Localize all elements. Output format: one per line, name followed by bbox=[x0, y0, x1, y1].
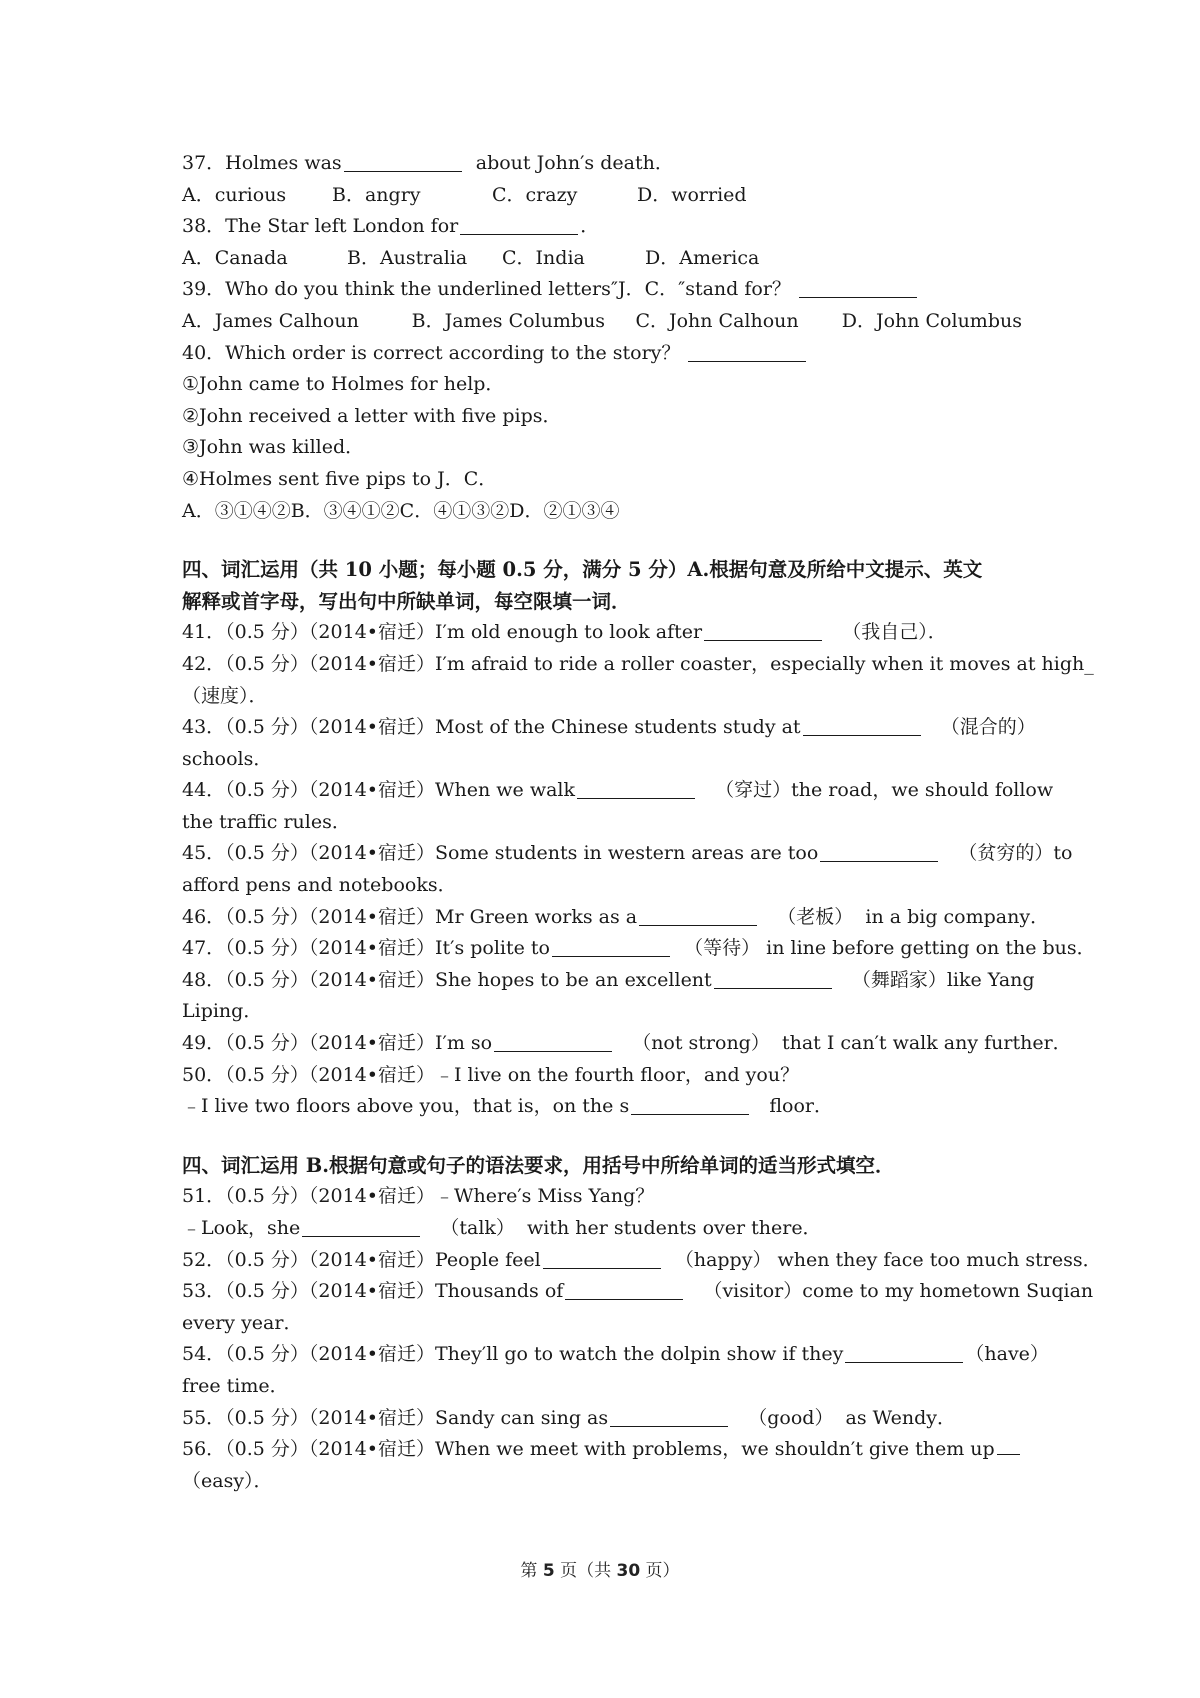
question-text: 46．（0.5 分）（2014•宿迁）Mr Green works as a bbox=[182, 905, 638, 928]
question-text: 39．Who do you think the underlined letters″J．C．″stand for？ bbox=[182, 278, 791, 301]
question-44 bbox=[182, 775, 1054, 807]
answer-blank bbox=[803, 715, 921, 736]
order-item: ④Holmes sent five pips to J．C． bbox=[182, 467, 498, 490]
answer-blank bbox=[543, 1248, 661, 1269]
options-37 bbox=[182, 180, 1022, 212]
option-b: B．angry bbox=[332, 183, 421, 206]
answer-blank bbox=[552, 936, 670, 957]
question-text: when they face too much stress． bbox=[777, 1248, 1102, 1271]
page-content bbox=[182, 148, 1102, 1497]
answer-blank bbox=[577, 778, 695, 799]
question-43 bbox=[182, 712, 1036, 744]
option-b: B．James Columbus bbox=[411, 309, 606, 332]
hint-text: （等待） bbox=[684, 937, 761, 960]
answer-blank bbox=[704, 620, 822, 641]
section-heading: 四、词汇运用 B.根据句意或句子的语法要求，用括号中所给单词的适当形式填空． bbox=[182, 1153, 895, 1177]
question-54-continued: free time． bbox=[182, 1374, 289, 1397]
question-text: floor． bbox=[769, 1095, 833, 1118]
question-51-continued bbox=[182, 1213, 1022, 1245]
option-d: D．America bbox=[645, 246, 760, 269]
option-c: C．India bbox=[502, 246, 585, 269]
hint-text: （happy） bbox=[674, 1248, 772, 1271]
question-text: with her students over there． bbox=[527, 1217, 822, 1239]
question-text: that I can′t walk any further． bbox=[781, 1032, 1072, 1055]
question-53 bbox=[182, 1276, 1094, 1308]
footer-text: 第 bbox=[520, 1561, 543, 1581]
question-55 bbox=[182, 1403, 1022, 1435]
option-c: C．John Calhoun bbox=[635, 309, 799, 332]
question-54 bbox=[182, 1339, 1049, 1371]
footer-text: 页（共 bbox=[554, 1561, 617, 1581]
question-49 bbox=[182, 1028, 1072, 1060]
question-text: 41．（0.5 分）（2014•宿迁）I′m old enough to look after bbox=[182, 621, 703, 644]
question-47 bbox=[182, 933, 1096, 965]
question-43-continued: schools． bbox=[182, 747, 273, 770]
hint-text: （舞蹈家） bbox=[851, 968, 947, 991]
answer-blank bbox=[714, 968, 832, 989]
question-48-continued: Liping． bbox=[182, 1000, 263, 1023]
page-number: 5 bbox=[542, 1561, 555, 1581]
page-total: 30 bbox=[616, 1561, 641, 1581]
question-text: 56．（0.5 分）（2014•宿迁）When we meet with problems，we shouldn′t give them up bbox=[182, 1438, 995, 1461]
question-text: come to my hometown Suqian bbox=[802, 1280, 1094, 1303]
section-heading: 四、词汇运用（共 10 小题；每小题 0.5 分，满分 5 分）A.根据句意及所给中文提示、英文 bbox=[182, 558, 983, 582]
question-42: 42．（0.5 分）（2014•宿迁）I′m afraid to ride a roller coaster，especially when it moves at high_ bbox=[182, 652, 1094, 675]
order-item: ①John came to Holmes for help． bbox=[182, 373, 505, 396]
question-text: as Wendy． bbox=[845, 1406, 957, 1429]
answer-blank bbox=[820, 841, 938, 862]
question-text: 43．（0.5 分）（2014•宿迁）Most of the Chinese students study at bbox=[182, 716, 801, 739]
question-text: ． bbox=[580, 215, 600, 238]
question-text: 44．（0.5 分）（2014•宿迁）When we walk bbox=[182, 779, 576, 802]
hint-text: （have） bbox=[965, 1343, 1049, 1366]
question-38 bbox=[182, 211, 1022, 243]
question-42-continued: （速度）． bbox=[182, 684, 268, 707]
question-text: the road，we should follow bbox=[791, 779, 1054, 802]
question-52 bbox=[182, 1245, 1102, 1277]
answer-blank bbox=[845, 1342, 963, 1363]
hint-text: （老板） bbox=[777, 905, 854, 928]
question-text: 40．Which order is correct according to the story？ bbox=[182, 341, 681, 364]
answer-blank bbox=[639, 905, 757, 926]
question-text: 49．（0.5 分）（2014•宿迁）I′m so bbox=[182, 1032, 493, 1055]
hint-text: （not strong） bbox=[632, 1032, 770, 1055]
question-text: about John′s death． bbox=[475, 152, 674, 174]
answer-blank bbox=[460, 214, 578, 235]
options-40: A．③①④②B．③④①②C．④①③②D．②①③④ bbox=[182, 499, 620, 522]
section-heading: 解释或首字母，写出句中所缺单词，每空限填一词． bbox=[182, 589, 631, 613]
question-45-continued: afford pens and notebooks． bbox=[182, 874, 457, 897]
order-item: ②John received a letter with five pips． bbox=[182, 404, 562, 427]
option-b: B．Australia bbox=[347, 246, 468, 269]
hint-text: （贫穷的） bbox=[958, 842, 1054, 865]
question-40 bbox=[182, 338, 1022, 370]
question-48 bbox=[182, 965, 1035, 997]
question-text: in a big company． bbox=[865, 905, 1050, 928]
page-footer bbox=[0, 1556, 1200, 1581]
footer-text: 页） bbox=[640, 1561, 680, 1581]
option-c: C．crazy bbox=[492, 183, 578, 206]
question-51: 51．（0.5 分）（2014•宿迁）﹣Where′s Miss Yang？ bbox=[182, 1185, 655, 1208]
answer-blank bbox=[688, 341, 806, 362]
question-56 bbox=[182, 1434, 1022, 1466]
answer-blank bbox=[565, 1279, 683, 1300]
hint-text: （我自己）． bbox=[842, 621, 947, 644]
question-41 bbox=[182, 617, 1022, 649]
question-39 bbox=[182, 274, 1022, 306]
question-text: ﹣I live two floors above you，that is，on the s bbox=[182, 1095, 630, 1118]
question-text: to bbox=[1053, 842, 1073, 865]
question-text: 53．（0.5 分）（2014•宿迁）Thousands of bbox=[182, 1280, 564, 1303]
options-38 bbox=[182, 243, 1022, 275]
options-39 bbox=[182, 306, 1022, 338]
hint-text: （穿过） bbox=[715, 779, 792, 802]
question-text: 47．（0.5 分）（2014•宿迁）It′s polite to bbox=[182, 937, 550, 960]
option-a: A．Canada bbox=[182, 246, 288, 269]
question-text: 54．（0.5 分）（2014•宿迁）They′ll go to watch the dolpin show if they bbox=[182, 1343, 844, 1366]
question-text: 48．（0.5 分）（2014•宿迁）She hopes to be an excellent bbox=[182, 968, 712, 991]
answer-blank bbox=[344, 151, 462, 172]
answer-blank bbox=[610, 1406, 728, 1427]
option-a: A．curious bbox=[182, 183, 287, 206]
question-text: like Yang bbox=[946, 968, 1035, 991]
question-44-continued: the traffic rules． bbox=[182, 810, 351, 833]
hint-text: （混合的） bbox=[940, 716, 1036, 739]
question-56-continued: （easy）． bbox=[182, 1469, 273, 1492]
question-50-continued bbox=[182, 1091, 1022, 1123]
question-text: ﹣Look，she bbox=[182, 1217, 301, 1239]
question-50: 50．（0.5 分）（2014•宿迁）﹣I live on the fourth floor，and you？ bbox=[182, 1063, 800, 1086]
answer-blank bbox=[302, 1216, 420, 1237]
hint-text: （visitor） bbox=[703, 1280, 803, 1303]
question-45 bbox=[182, 838, 1073, 870]
question-37 bbox=[182, 148, 1022, 180]
question-text: in line before getting on the bus． bbox=[766, 937, 1096, 960]
option-d: D．worried bbox=[637, 183, 747, 206]
option-d: D．John Columbus bbox=[841, 309, 1022, 332]
question-text: 55．（0.5 分）（2014•宿迁）Sandy can sing as bbox=[182, 1406, 609, 1429]
question-text: 52．（0.5 分）（2014•宿迁）People feel bbox=[182, 1248, 541, 1271]
order-item: ③John was killed． bbox=[182, 436, 365, 459]
answer-blank bbox=[799, 277, 917, 298]
option-a: A．James Calhoun bbox=[182, 309, 359, 332]
question-53-continued: every year． bbox=[182, 1311, 303, 1334]
answer-blank bbox=[631, 1094, 749, 1115]
question-46 bbox=[182, 902, 1050, 934]
question-text: 37．Holmes was bbox=[182, 152, 342, 174]
answer-blank bbox=[997, 1434, 1020, 1455]
answer-blank bbox=[494, 1031, 612, 1052]
question-text: 38．The Star left London for bbox=[182, 215, 459, 238]
hint-text: （talk） bbox=[440, 1217, 515, 1239]
hint-text: （good） bbox=[748, 1406, 834, 1429]
question-text: 45．（0.5 分）（2014•宿迁）Some students in western areas are too bbox=[182, 842, 819, 865]
